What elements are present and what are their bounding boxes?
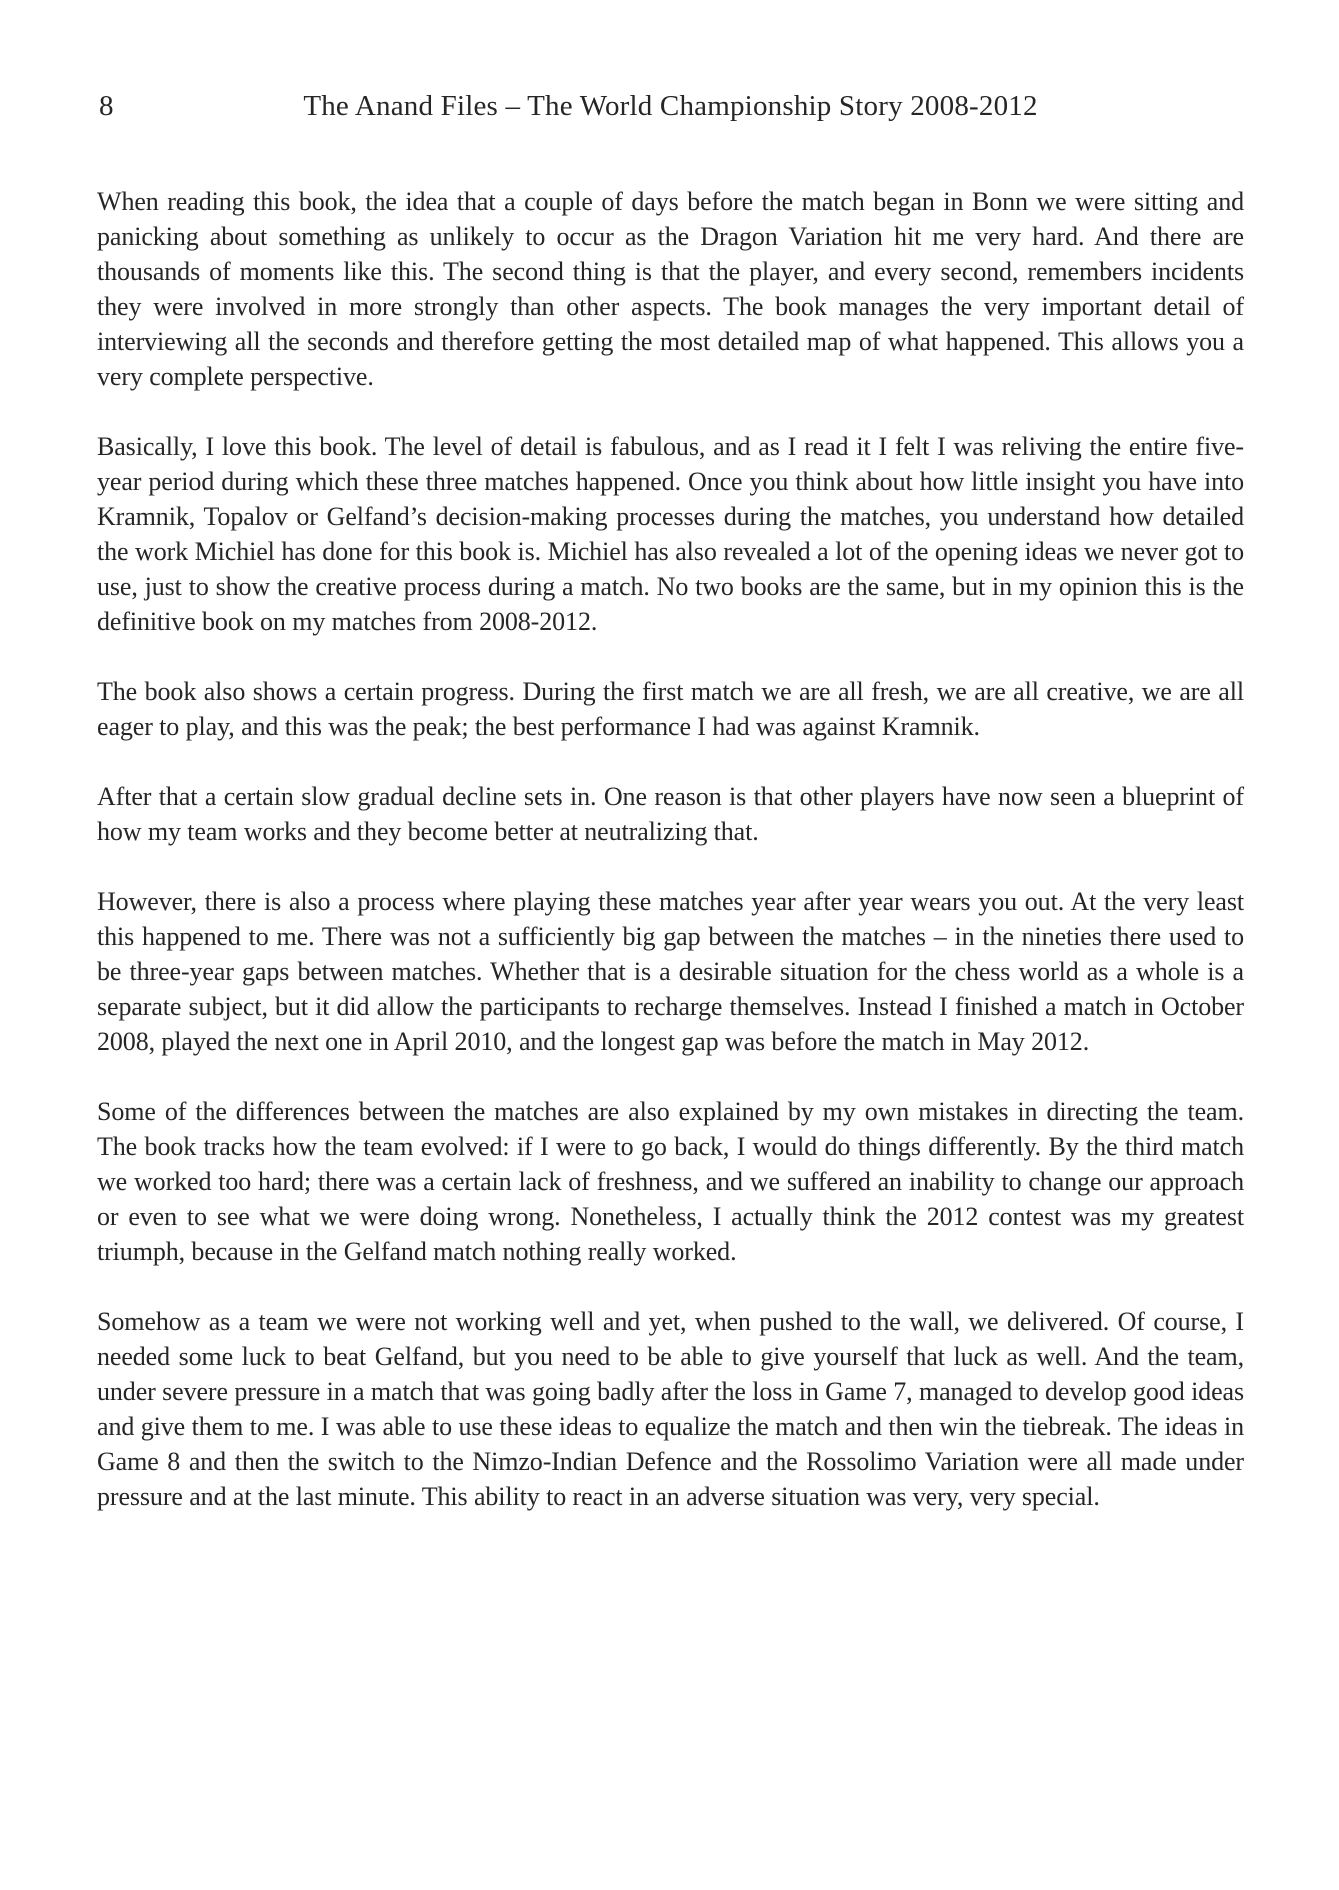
body-text: [97, 184, 1244, 1549]
running-header: [97, 88, 1244, 128]
paragraph-3: The book also shows a certain progress. During the first match we are all fresh, we are all creative, we are all eager to play, and this was the peak; the best performance I had was against Kramnik.: [97, 677, 1244, 741]
paragraph-5: However, there is also a process where playing these matches year after year wears you out. At the very least this happened to me. There was not a sufficiently big gap between the matches – in the nineties there used to be three-year gaps between matches. Whether that is a desirable situation for the chess world as a whole is a separate subject, but it did allow the participants to recharge themselves. Instead I finished a match in October 2008, played the next one in April 2010, and the longest gap was before the match in May 2012.: [97, 887, 1244, 1056]
paragraph-4: After that a certain slow gradual decline sets in. One reason is that other players have now seen a blueprint of how my team works and they become better at neutralizing that.: [97, 782, 1244, 846]
paragraph-1: When reading this book, the idea that a couple of days before the match began in Bonn we were sitting and panicking about something as unlikely to occur as the Dragon Variation hit me very hard. And there are thousands of moments like this. The second thing is that the player, and every second, remembers incidents they were involved in more strongly than other aspects. The book manages the very important detail of interviewing all the seconds and therefore getting the most detailed map of what happened. This allows you a very complete perspective.: [97, 187, 1244, 391]
paragraph-6: Some of the differences between the matches are also explained by my own mistakes in directing the team. The book tracks how the team evolved: if I were to go back, I would do things differently. By the third match we worked too hard; there was a certain lack of freshness, and we suffered an inability to change our approach or even to see what we were doing wrong. Nonetheless, I actually think the 2012 contest was my greatest triumph, because in the Gelfand match nothing really worked.: [97, 1097, 1244, 1266]
paragraph-2: Basically, I love this book. The level of detail is fabulous, and as I read it I felt I was reliving the entire five-year period during which these three matches happened. Once you think about how little insight you have into Kramnik, Topalov or Gelfand’s decision-making processes during the matches, you understand how detailed the work Michiel has done for this book is. Michiel has also revealed a lot of the opening ideas we never got to use, just to show the creative process during a match. No two books are the same, but in my opinion this is the definitive book on my matches from 2008-2012.: [97, 432, 1244, 636]
running-header-title: The Anand Files – The World Championship Story 2008-2012: [303, 90, 1038, 122]
paragraph-7: Somehow as a team we were not working well and yet, when pushed to the wall, we delivered. Of course, I needed some luck to beat Gelfand, but you need to be able to give yourself that luck as well. And the team, under severe pressure in a match that was going badly after the loss in Game 7, managed to develop good ideas and give them to me. I was able to use these ideas to equalize the match and then win the tiebreak. The ideas in Game 8 and then the switch to the Nimzo-Indian Defence and the Rossolimo Variation were all made under pressure and at the last minute. This ability to react in an adverse situation was very, very special.: [97, 1307, 1244, 1511]
page-number: 8: [99, 90, 114, 122]
